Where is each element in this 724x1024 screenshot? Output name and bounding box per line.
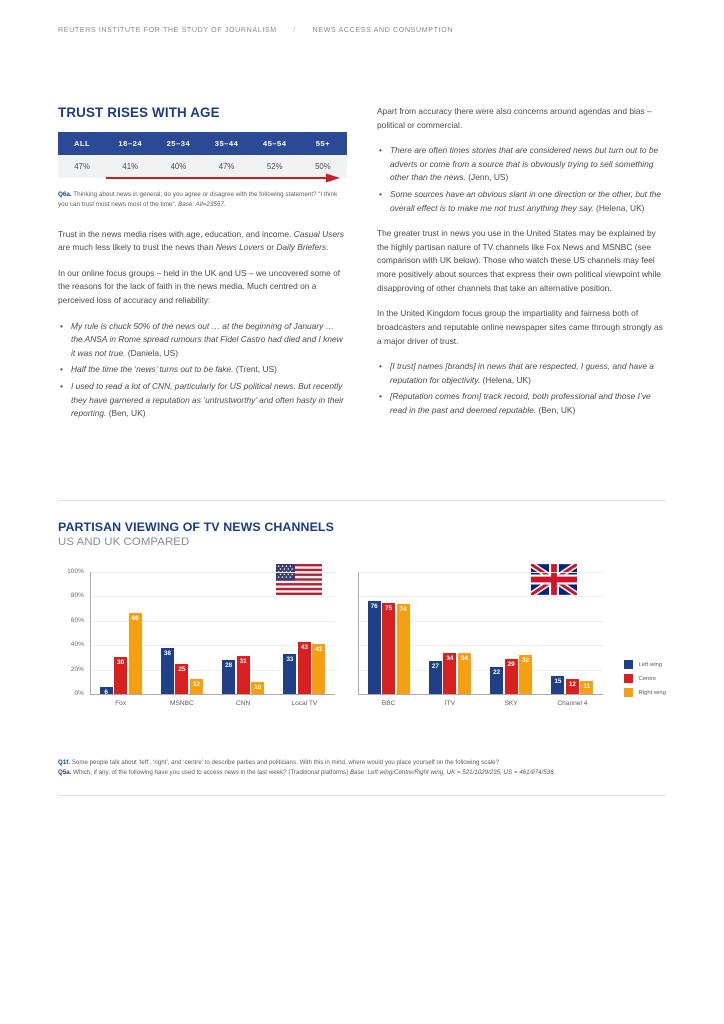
table-header-cell: 18–24 xyxy=(106,132,154,155)
text-run-italic: Daily Briefers xyxy=(276,242,327,253)
y-axis-line xyxy=(358,572,359,694)
page-title: TRUST RISES WITH AGE xyxy=(58,105,220,120)
y-axis-tick-label: 40% xyxy=(70,641,84,649)
quote-text: Some sources have an obvious slant in one direction or the other, but the overall effect is to make me not trust anything they say. xyxy=(390,189,661,213)
bar-left-wing xyxy=(368,601,381,694)
quote-attribution: (Trent, US) xyxy=(233,364,277,375)
gridline xyxy=(358,572,603,573)
left-quote-list xyxy=(58,320,347,421)
right-quote-list-2 xyxy=(377,360,666,417)
x-axis-category-label: BBC xyxy=(381,700,396,707)
bar-value-label: 43 xyxy=(300,643,308,651)
bar-value-label: 10 xyxy=(254,683,262,691)
x-axis-category-label: MSNBC xyxy=(169,700,194,707)
legend-item xyxy=(624,660,666,669)
text-run: Trust in the news media rises with age, education, and income. xyxy=(58,228,294,239)
table-footnote-base: Base: All=23557. xyxy=(178,200,226,208)
bar-value-label: 30 xyxy=(117,659,125,667)
chart-block xyxy=(58,520,666,724)
list-item xyxy=(71,320,347,361)
bar-right-wing xyxy=(129,613,142,694)
divider-bottom xyxy=(58,795,666,796)
article-columns xyxy=(58,105,666,433)
quote-attribution: (Ben, UK) xyxy=(106,408,146,419)
y-axis-tick-label: 20% xyxy=(70,665,84,673)
table-cell: 40% xyxy=(154,155,202,178)
x-axis-category-label: SKY xyxy=(504,700,518,707)
footnote-text-1: Some people talk about ‘left’, ‘right’, and ‘centre’ to describe parties and politicians. With this in mind, where would you place yourself on the following scale? xyxy=(70,759,500,766)
bar-left-wing xyxy=(161,648,174,694)
bar-left-wing xyxy=(100,687,113,694)
bar-left-wing xyxy=(490,667,503,694)
trust-by-age-table xyxy=(58,132,347,178)
text-run: are much less likely to trust the news than xyxy=(58,242,216,253)
list-item xyxy=(390,360,666,387)
bar-value-label: 34 xyxy=(460,654,468,662)
bar-value-label: 74 xyxy=(399,605,407,613)
us-flag-icon xyxy=(276,564,322,595)
bar-centre xyxy=(114,657,127,694)
text-run-italic: Casual Users xyxy=(293,228,344,239)
bar-value-label: 27 xyxy=(431,663,439,671)
running-header-right: NEWS ACCESS AND CONSUMPTION xyxy=(312,26,454,34)
quote-attribution: (Helena, UK) xyxy=(480,374,531,385)
x-axis-category-label: ITV xyxy=(444,700,455,707)
bar-value-label: 76 xyxy=(370,603,378,611)
x-axis-category-label: CNN xyxy=(235,700,251,707)
table-cell: 41% xyxy=(106,155,154,178)
bar-value-label: 11 xyxy=(583,682,591,690)
list-item xyxy=(71,363,347,377)
bar-right-wing xyxy=(580,681,593,694)
quote-text: [Reputation comes from] track record, both professional and those I’ve read in the past and deemed reputable. xyxy=(390,391,651,415)
bar-left-wing xyxy=(283,654,296,694)
legend-item xyxy=(624,674,666,683)
table-cell: 52% xyxy=(251,155,299,178)
bar-centre xyxy=(237,656,250,694)
right-paragraph-2: The greater trust in news you use in the United States may be explained by the highly partisan nature of TV channels like Fox News and MSNBC (see comparison with UK below). Those who watch these US channels may feel more positively about sources that express their own political viewpoint while disapproving of other channels that take an alternative position. xyxy=(377,228,661,293)
legend-swatch-left-wing xyxy=(624,660,633,669)
bar-centre xyxy=(505,659,518,694)
right-paragraph-1: Apart from accuracy there were also concerns around agendas and bias – political or commercial. xyxy=(377,106,652,130)
list-item xyxy=(390,188,666,215)
footnote-base: Base: Left wing/Centre/Right wing, UK = 521/1029/235, US = 461/974/536. xyxy=(350,768,556,776)
bar-right-wing xyxy=(312,644,325,694)
running-header-separator: / xyxy=(293,26,296,34)
legend-swatch-centre xyxy=(624,674,633,683)
table-footnote-text: Thinking about news in general, do you agree or disagree with the following statement? “I think you can trust most news most of the time”. xyxy=(58,191,338,208)
table-header-cell: 55+ xyxy=(299,132,347,155)
bar-centre xyxy=(175,664,188,695)
quote-text: I used to read a lot of CNN, particularly for US political news. But recently they have garnered a reputation as ‘untrustworthy’ and often hasty in their reporting. xyxy=(71,380,344,419)
list-item xyxy=(71,380,347,421)
bar-value-label: 25 xyxy=(178,665,186,673)
y-axis-tick-label: 80% xyxy=(70,592,84,600)
table-header-cell: ALL xyxy=(58,132,106,155)
y-axis-tick-label: 60% xyxy=(70,616,84,624)
legend-label: Centre xyxy=(638,675,657,682)
text-run-italic: News Lovers xyxy=(215,242,265,253)
running-header-left: REUTERS INSTITUTE FOR THE STUDY OF JOURNALISM xyxy=(58,26,277,34)
table-footnote xyxy=(58,190,347,210)
gridline xyxy=(90,621,335,622)
gridline xyxy=(90,596,335,597)
bar-value-label: 29 xyxy=(507,660,515,668)
text-run: or xyxy=(264,242,277,253)
bar-right-wing xyxy=(458,653,471,694)
bar-right-wing xyxy=(519,655,532,694)
trend-arrow xyxy=(58,173,347,184)
legend-item xyxy=(624,688,666,697)
footnote-code-2: Q5a. xyxy=(58,768,72,776)
table-header-cell: 25–34 xyxy=(154,132,202,155)
x-axis-category-label: Channel 4 xyxy=(557,700,588,707)
bar-value-label: 12 xyxy=(192,681,200,689)
y-axis-tick-label: 100% xyxy=(67,568,84,575)
table-footnote-code: Q6a. xyxy=(58,191,72,198)
bar-left-wing xyxy=(222,660,235,694)
bar-value-label: 34 xyxy=(446,654,454,662)
chart-legend xyxy=(624,660,666,702)
x-axis-category-label: Fox xyxy=(115,700,127,707)
x-axis-line xyxy=(90,694,335,695)
bar-value-label: 38 xyxy=(163,649,171,657)
bar-value-label: 41 xyxy=(315,645,323,653)
bar-centre xyxy=(298,642,311,694)
legend-label: Right wing xyxy=(638,689,666,696)
bar-value-label: 75 xyxy=(385,604,393,612)
bar-value-label: 31 xyxy=(239,658,247,666)
quote-text: My rule is chuck 50% of the news out … at the beginning of January … the ANSA in Rome spread rumours that Fidel Castro had died and I knew it was not true. xyxy=(71,320,343,358)
bar-left-wing xyxy=(429,661,442,694)
bar-right-wing xyxy=(190,679,203,694)
table-cell: 47% xyxy=(202,155,250,178)
charts-area xyxy=(58,564,666,724)
bar-value-label: 15 xyxy=(554,677,562,685)
x-axis-category-label: Local TV xyxy=(291,700,318,707)
running-header xyxy=(58,26,453,34)
quote-text: [I trust] names [brands] in news that are respected, I guess, and have a reputation for objectivity. xyxy=(390,361,654,385)
x-axis-line xyxy=(358,694,603,695)
footnote-text-2: Which, if any, of the following have you used to access news in the last week? (Traditional platforms) xyxy=(71,768,350,776)
left-paragraph-2: In our online focus groups – held in the UK and US – we uncovered some of the reasons for the lack of faith in the news media. Much centred on a perceived loss of accuracy and reliability: xyxy=(58,267,341,305)
text-run: . xyxy=(326,242,329,253)
bar-value-label: 32 xyxy=(522,656,530,664)
bar-right-wing xyxy=(251,682,264,694)
right-quote-list-1 xyxy=(377,144,666,215)
table-cell: 50% xyxy=(299,155,347,178)
legend-label: Left wing xyxy=(638,661,663,668)
left-column xyxy=(58,105,347,433)
right-column xyxy=(377,105,666,430)
quote-attribution: (Jenn, US) xyxy=(465,172,509,183)
chart-subtitle: US AND UK COMPARED xyxy=(58,536,190,548)
gridline xyxy=(358,596,603,597)
bar-value-label: 22 xyxy=(493,669,501,677)
gridline xyxy=(90,572,335,573)
chart-title: PARTISAN VIEWING OF TV NEWS CHANNELS xyxy=(58,520,334,534)
bar-value-label: 66 xyxy=(131,615,139,623)
bar-value-label: 6 xyxy=(104,688,108,696)
quote-attribution: (Ben, UK) xyxy=(536,404,576,415)
bar-centre xyxy=(566,679,579,694)
list-item xyxy=(390,390,666,417)
bar-centre xyxy=(443,653,456,694)
table-header-cell: 35–44 xyxy=(202,132,250,155)
uk-flag-icon xyxy=(531,564,577,595)
left-paragraph-1 xyxy=(58,228,347,255)
bar-left-wing xyxy=(551,676,564,694)
y-axis-line xyxy=(90,572,91,694)
quote-text: There are often times stories that are considered news but turn out to be adverts or come from a source that is obviously trying to sell something other than the news. xyxy=(390,145,659,183)
table-header-cell: 45–54 xyxy=(251,132,299,155)
table-header-row xyxy=(58,132,347,155)
quote-attribution: (Daniela, US) xyxy=(125,347,179,358)
bar-value-label: 28 xyxy=(225,661,233,669)
legend-swatch-right-wing xyxy=(624,688,633,697)
quote-text: Half the time the ‘news’ turns out to be fake. xyxy=(71,364,234,375)
list-item xyxy=(390,144,666,185)
table-cell: 47% xyxy=(58,155,106,178)
bar-right-wing xyxy=(397,604,410,694)
divider-top xyxy=(58,500,666,501)
quote-attribution: (Helena, UK) xyxy=(593,202,645,213)
right-paragraph-3: In the United Kingdom focus group the impartiality and fairness both of broadcasters and reputable online newspaper sites came through strongly as a major driver of trust. xyxy=(377,308,663,346)
bar-value-label: 12 xyxy=(568,681,576,689)
chart-footnote xyxy=(58,758,670,778)
bar-centre xyxy=(382,603,395,695)
footnote-code-1: Q1f. xyxy=(58,759,71,766)
y-axis-tick-label: 0% xyxy=(74,690,84,697)
bar-value-label: 33 xyxy=(286,655,294,663)
